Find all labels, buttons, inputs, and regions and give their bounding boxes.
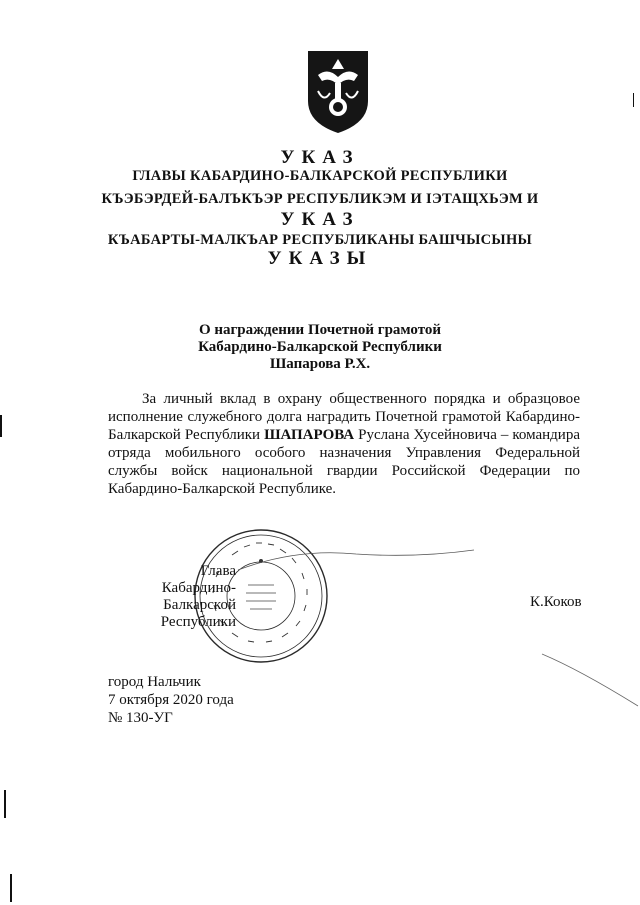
signature-stroke-tail <box>540 650 640 710</box>
header-line-3: КЪАБАРТЫ-МАЛКЪАР РЕСПУБЛИКАНЫ БАШЧЫСЫНЫ <box>107 232 533 248</box>
decree-city: город Нальчик <box>108 674 201 690</box>
scan-margin-mark <box>10 874 12 902</box>
signature-title-line-2: Кабардино-Балкарской <box>161 580 236 613</box>
decree-number: № 130-УГ <box>108 710 173 726</box>
header-line-2: КЪЭБЭРДЕЙ-БАЛЪКЪЭР РЕСПУБЛИКЭМ И ІЭТАЩХЬЭМ И <box>101 191 539 207</box>
coat-of-arms-emblem <box>304 47 372 135</box>
decree-paragraph <box>108 390 580 498</box>
scan-margin-mark <box>4 790 6 818</box>
scan-margin-mark <box>633 93 634 107</box>
decree-text-before: За личный вклад в охрану общественного порядка и образцовое исполнение служебного долга наградить Почетной грамотой Кабардино-Балкарской Республики <box>108 391 580 443</box>
signatory-name: К.Коков <box>530 594 582 610</box>
decree-body <box>108 390 580 498</box>
title-line-1: О награждении Почетной грамотой <box>198 322 442 338</box>
header-ukaz-1: УКАЗ <box>280 147 360 168</box>
scan-margin-mark <box>0 415 2 437</box>
signature-block-title <box>114 563 236 631</box>
decree-date: 7 октября 2020 года <box>108 692 234 708</box>
signature-title-line-3: Республики <box>160 614 236 630</box>
document-title <box>0 322 640 373</box>
header-ukaz-2: УКАЗ <box>280 209 360 230</box>
header-line-1: ГЛАВЫ КАБАРДИНО-БАЛКАРСКОЙ РЕСПУБЛИКИ <box>132 168 508 184</box>
handwritten-signature <box>236 540 476 580</box>
awardee-surname: ШАПАРОВА <box>264 427 355 443</box>
title-line-3: Шапарова Р.Х. <box>269 356 371 372</box>
decree-text-after: Руслана Хусейновича – командира отряда мобильного особого назначения Управления Федеральной службы войск национальной гвардии Российской Федерации по Кабардино-Балкарской Республике. <box>108 427 580 497</box>
signature-title-line-1: Глава <box>200 563 236 579</box>
header-ukaz-3: УКАЗЫ <box>267 248 373 269</box>
title-line-2: Кабардино-Балкарской Республики <box>198 339 442 355</box>
decree-footer <box>108 673 234 727</box>
